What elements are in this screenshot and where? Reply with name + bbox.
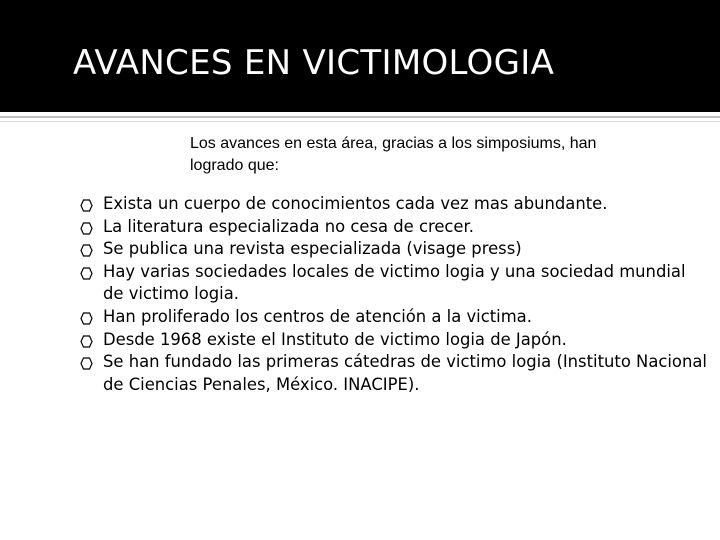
- hexagon-bullet-icon: [80, 222, 93, 235]
- bullet-text: Se publica una revista especializada (visage press): [103, 239, 522, 259]
- bullet-text: Hay varias sociedades locales de victimo logia y una sociedad mundial de victimo logia.: [103, 261, 686, 304]
- hexagon-bullet-icon: [80, 267, 93, 280]
- bullet-text: Desde 1968 existe el Instituto de victimo logia de Japón.: [103, 329, 567, 349]
- hexagon-bullet-icon: [80, 335, 93, 348]
- bullet-text: La literatura especializada no cesa de crecer.: [103, 216, 474, 236]
- intro-text: Los avances en esta área, gracias a los simposiums, han logrado que:: [190, 135, 597, 174]
- bullet-list: [80, 193, 710, 396]
- hexagon-bullet-icon: [80, 199, 93, 212]
- list-item: [80, 261, 710, 306]
- list-item: [80, 351, 710, 396]
- bullet-text: Han proliferado los centros de atención a la victima.: [103, 306, 532, 326]
- list-item: [80, 193, 710, 216]
- list-item: [80, 306, 710, 329]
- bullet-text: Se han fundado las primeras cátedras de victimo logia (Instituto Nacional de Ciencias Penales, México. INACIPE).: [103, 352, 707, 394]
- hexagon-bullet-icon: [80, 357, 93, 370]
- hexagon-bullet-icon: [80, 244, 93, 257]
- title-divider: [0, 116, 720, 118]
- list-item: [80, 216, 710, 239]
- title-divider-thin: [0, 121, 720, 122]
- hexagon-bullet-icon: [80, 312, 93, 325]
- slide-title: AVANCES EN VICTIMOLOGIA: [73, 43, 555, 83]
- bullet-text: Exista un cuerpo de conocimientos cada vez mas abundante.: [103, 194, 608, 213]
- list-item: [80, 329, 710, 352]
- list-item: [80, 238, 710, 261]
- title-bar: [0, 0, 720, 112]
